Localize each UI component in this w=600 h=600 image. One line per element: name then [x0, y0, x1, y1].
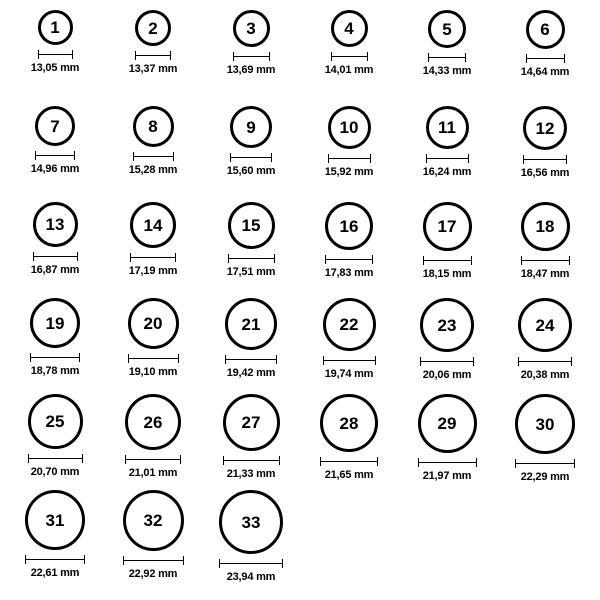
ring-size-number: 12 — [535, 118, 555, 138]
ring-size-item — [497, 202, 593, 298]
diameter-measure-line — [35, 151, 75, 160]
ring-size-item — [497, 10, 593, 106]
ring-size-number: 16 — [339, 216, 359, 236]
diameter-label: 21,97 mm — [422, 470, 472, 482]
ring-circle — [233, 10, 270, 47]
ring-size-number: 31 — [45, 510, 65, 530]
ring-circle — [130, 202, 176, 248]
diameter-measure-line — [219, 559, 283, 568]
ring-size-item — [399, 106, 495, 202]
diameter-measure-line — [28, 454, 83, 463]
diameter-measure-line — [515, 459, 575, 468]
ring-circle — [320, 394, 378, 452]
ring-size-item — [497, 298, 593, 394]
diameter-measure-line — [123, 556, 184, 565]
ring-size-item — [301, 394, 397, 490]
diameter-label: 13,69 mm — [226, 64, 276, 76]
ring-size-item — [399, 298, 495, 394]
ring-size-item — [497, 106, 593, 202]
diameter-measure-line — [135, 51, 171, 60]
ring-circle — [523, 106, 567, 150]
ring-size-number: 4 — [344, 19, 354, 38]
diameter-measure-line — [325, 255, 373, 264]
ring-size-number: 24 — [535, 315, 555, 335]
diameter-measure-line — [521, 256, 570, 265]
diameter-measure-line — [125, 455, 181, 464]
diameter-label: 22,61 mm — [30, 567, 80, 579]
ring-circle — [521, 202, 570, 251]
diameter-measure-line — [328, 154, 371, 163]
ring-size-item — [105, 10, 201, 106]
diameter-measure-line — [331, 52, 368, 61]
ring-size-item — [203, 10, 299, 106]
diameter-measure-line — [523, 155, 567, 164]
ring-size-number: 15 — [241, 216, 261, 235]
diameter-label: 15,60 mm — [226, 165, 276, 177]
diameter-label: 13,37 mm — [128, 63, 178, 75]
ring-size-number: 14 — [143, 215, 163, 235]
ring-size-number: 20 — [143, 314, 163, 333]
diameter-measure-line — [133, 152, 174, 161]
diameter-label: 20,70 mm — [30, 466, 80, 478]
ring-size-number: 25 — [45, 412, 65, 431]
ring-circle — [123, 490, 184, 551]
ring-size-number: 32 — [143, 511, 163, 530]
diameter-measure-line — [418, 458, 477, 467]
diameter-label: 23,94 mm — [226, 571, 276, 583]
ring-size-number: 23 — [437, 315, 457, 335]
diameter-label: 18,47 mm — [520, 268, 570, 280]
diameter-measure-line — [30, 353, 80, 362]
ring-size-number: 29 — [437, 414, 457, 433]
ring-circle — [35, 106, 75, 146]
diameter-measure-line — [128, 354, 179, 363]
ring-circle — [230, 106, 272, 148]
ring-size-item — [399, 10, 495, 106]
diameter-measure-line — [426, 154, 469, 163]
ring-circle — [515, 394, 575, 454]
ring-size-item — [7, 490, 103, 586]
diameter-label: 19,74 mm — [324, 368, 374, 380]
ring-size-item — [399, 202, 495, 298]
diameter-label: 16,87 mm — [30, 264, 80, 276]
diameter-measure-line — [420, 357, 474, 366]
ring-circle — [325, 202, 373, 250]
ring-size-number: 6 — [540, 20, 550, 39]
ring-circle — [128, 298, 179, 349]
ring-circle — [38, 10, 73, 45]
diameter-measure-line — [38, 50, 73, 59]
ring-circle — [225, 298, 277, 350]
ring-size-item — [105, 298, 201, 394]
ring-circle — [328, 106, 371, 149]
diameter-label: 15,92 mm — [324, 166, 374, 178]
ring-size-number: 30 — [535, 414, 555, 434]
ring-size-item — [7, 298, 103, 394]
diameter-label: 14,01 mm — [324, 64, 374, 76]
ring-size-number: 2 — [148, 18, 158, 38]
diameter-measure-line — [320, 457, 378, 466]
diameter-measure-line — [526, 54, 565, 63]
ring-size-number: 28 — [339, 413, 359, 433]
ring-size-item — [203, 394, 299, 490]
diameter-label: 15,28 mm — [128, 164, 178, 176]
ring-size-number: 17 — [437, 217, 457, 236]
ring-circle — [33, 202, 78, 247]
ring-size-item — [105, 394, 201, 490]
ring-circle — [25, 490, 85, 550]
ring-size-number: 5 — [442, 19, 452, 39]
ring-size-number: 27 — [241, 413, 261, 432]
ring-circle — [518, 298, 572, 352]
diameter-measure-line — [233, 52, 270, 61]
diameter-measure-line — [423, 256, 472, 265]
ring-size-number: 10 — [339, 118, 359, 137]
diameter-measure-line — [223, 456, 280, 465]
ring-circle — [133, 106, 174, 147]
ring-size-number: 9 — [246, 117, 256, 137]
ring-size-item — [105, 202, 201, 298]
ring-size-item — [301, 10, 397, 106]
diameter-label: 21,33 mm — [226, 468, 276, 480]
ring-size-number: 33 — [241, 512, 261, 532]
ring-size-item — [105, 106, 201, 202]
ring-size-grid — [6, 10, 594, 586]
ring-size-item — [105, 490, 201, 586]
ring-size-number: 7 — [50, 116, 60, 136]
diameter-measure-line — [323, 356, 376, 365]
diameter-label: 17,83 mm — [324, 267, 374, 279]
diameter-measure-line — [428, 53, 466, 62]
diameter-measure-line — [25, 555, 85, 564]
ring-size-item — [7, 106, 103, 202]
ring-circle — [125, 394, 181, 450]
ring-circle — [219, 490, 283, 554]
ring-size-item — [7, 394, 103, 490]
diameter-label: 13,05 mm — [30, 62, 80, 74]
ring-size-number: 18 — [535, 217, 555, 236]
ring-size-number: 26 — [143, 412, 163, 432]
ring-size-item — [301, 202, 397, 298]
ring-circle — [420, 298, 474, 352]
diameter-label: 20,06 mm — [422, 369, 472, 381]
ring-circle — [228, 202, 275, 249]
diameter-measure-line — [130, 253, 176, 262]
ring-size-item — [497, 394, 593, 490]
ring-size-item — [7, 202, 103, 298]
ring-size-number: 8 — [148, 117, 158, 136]
diameter-measure-line — [228, 254, 275, 263]
diameter-label: 18,78 mm — [30, 365, 80, 377]
ring-circle — [418, 394, 477, 453]
ring-size-number: 19 — [45, 313, 65, 333]
ring-size-number: 1 — [50, 18, 60, 37]
diameter-label: 21,65 mm — [324, 469, 374, 481]
diameter-label: 20,38 mm — [520, 369, 570, 381]
ring-circle — [135, 10, 171, 46]
ring-size-number: 13 — [45, 215, 65, 234]
ring-circle — [426, 106, 469, 149]
diameter-label: 14,96 mm — [30, 163, 80, 175]
ring-size-number: 22 — [339, 315, 359, 334]
diameter-label: 16,56 mm — [520, 167, 570, 179]
diameter-measure-line — [225, 355, 277, 364]
ring-size-number: 21 — [241, 314, 261, 334]
diameter-label: 16,24 mm — [422, 166, 472, 178]
ring-circle — [428, 10, 466, 48]
diameter-measure-line — [518, 357, 572, 366]
ring-circle — [323, 298, 376, 351]
ring-size-item — [399, 394, 495, 490]
ring-circle — [30, 298, 80, 348]
ring-circle — [423, 202, 472, 251]
diameter-label: 14,64 mm — [520, 66, 570, 78]
diameter-measure-line — [230, 153, 272, 162]
diameter-label: 19,42 mm — [226, 367, 276, 379]
ring-size-item — [203, 106, 299, 202]
diameter-label: 17,19 mm — [128, 265, 178, 277]
ring-size-item — [301, 106, 397, 202]
ring-circle — [526, 10, 565, 49]
ring-size-item — [203, 202, 299, 298]
diameter-label: 17,51 mm — [226, 266, 276, 278]
diameter-label: 22,92 mm — [128, 568, 178, 580]
ring-circle — [28, 394, 83, 449]
ring-size-item — [203, 298, 299, 394]
ring-size-item — [7, 10, 103, 106]
diameter-label: 22,29 mm — [520, 471, 570, 483]
diameter-measure-line — [33, 252, 78, 261]
ring-size-item — [301, 298, 397, 394]
ring-size-number: 3 — [246, 19, 256, 38]
diameter-label: 14,33 mm — [422, 65, 472, 77]
diameter-label: 21,01 mm — [128, 467, 178, 479]
ring-size-number: 11 — [438, 118, 456, 137]
diameter-label: 19,10 mm — [128, 366, 178, 378]
diameter-label: 18,15 mm — [422, 268, 472, 280]
ring-circle — [223, 394, 280, 451]
ring-circle — [331, 10, 368, 47]
ring-size-item — [203, 490, 299, 586]
